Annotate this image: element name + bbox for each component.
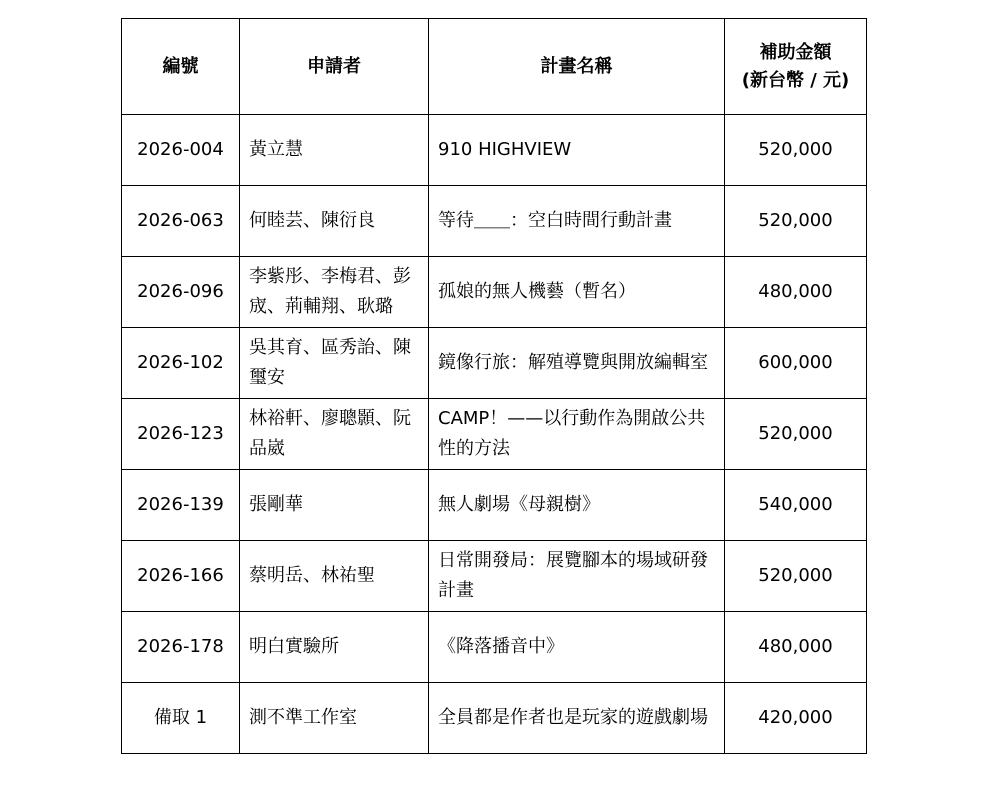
cell-id: 2026-166 xyxy=(122,541,240,612)
cell-applicant: 黃立慧 xyxy=(240,115,429,186)
cell-applicant: 測不準工作室 xyxy=(240,683,429,754)
cell-project: 《降落播音中》 xyxy=(429,612,725,683)
grant-results-table xyxy=(121,18,867,754)
table-header xyxy=(122,19,867,115)
cell-amount: 480,000 xyxy=(725,257,867,328)
header-project: 計畫名稱 xyxy=(429,19,725,115)
header-amount-line2: (新台幣 / 元) xyxy=(741,69,850,91)
cell-id: 2026-004 xyxy=(122,115,240,186)
table-body xyxy=(122,115,867,754)
cell-id: 2026-102 xyxy=(122,328,240,399)
cell-id: 2026-063 xyxy=(122,186,240,257)
cell-amount: 420,000 xyxy=(725,683,867,754)
header-amount xyxy=(725,19,867,115)
cell-id: 2026-096 xyxy=(122,257,240,328)
cell-project: 等待＿＿：空白時間行動計畫 xyxy=(429,186,725,257)
cell-amount: 600,000 xyxy=(725,328,867,399)
cell-project: 鏡像行旅：解殖導覽與開放編輯室 xyxy=(429,328,725,399)
table-row xyxy=(122,186,867,257)
cell-id: 2026-139 xyxy=(122,470,240,541)
header-applicant: 申請者 xyxy=(240,19,429,115)
cell-id: 2026-178 xyxy=(122,612,240,683)
table-row xyxy=(122,541,867,612)
cell-amount: 480,000 xyxy=(725,612,867,683)
cell-amount: 520,000 xyxy=(725,186,867,257)
cell-applicant: 張剛華 xyxy=(240,470,429,541)
table-row xyxy=(122,257,867,328)
cell-applicant: 蔡明岳、林祐聖 xyxy=(240,541,429,612)
cell-amount: 540,000 xyxy=(725,470,867,541)
cell-applicant: 何睦芸、陳衍良 xyxy=(240,186,429,257)
cell-project: CAMP！——以行動作為開啟公共性的方法 xyxy=(429,399,725,470)
cell-project: 無人劇場《母親樹》 xyxy=(429,470,725,541)
cell-amount: 520,000 xyxy=(725,399,867,470)
table-row xyxy=(122,399,867,470)
table-row xyxy=(122,683,867,754)
table-row xyxy=(122,115,867,186)
table-row xyxy=(122,470,867,541)
cell-applicant: 吳其育、區秀詒、陳璽安 xyxy=(240,328,429,399)
cell-project: 全員都是作者也是玩家的遊戲劇場 xyxy=(429,683,725,754)
table-row xyxy=(122,612,867,683)
table-row xyxy=(122,328,867,399)
header-row xyxy=(122,19,867,115)
cell-amount: 520,000 xyxy=(725,115,867,186)
header-id: 編號 xyxy=(122,19,240,115)
cell-id: 2026-123 xyxy=(122,399,240,470)
cell-project: 910 HIGHVIEW xyxy=(429,115,725,186)
cell-amount: 520,000 xyxy=(725,541,867,612)
cell-applicant: 李紫彤、李梅君、彭宬、荊輔翔、耿璐 xyxy=(240,257,429,328)
cell-applicant: 明白實驗所 xyxy=(240,612,429,683)
header-amount-line1: 補助金額 xyxy=(759,41,832,63)
cell-applicant: 林裕軒、廖聰顥、阮品崴 xyxy=(240,399,429,470)
cell-id: 備取 1 xyxy=(122,683,240,754)
cell-project: 日常開發局：展覽腳本的場域研發計畫 xyxy=(429,541,725,612)
cell-project: 孤娘的無人機藝（暫名） xyxy=(429,257,725,328)
